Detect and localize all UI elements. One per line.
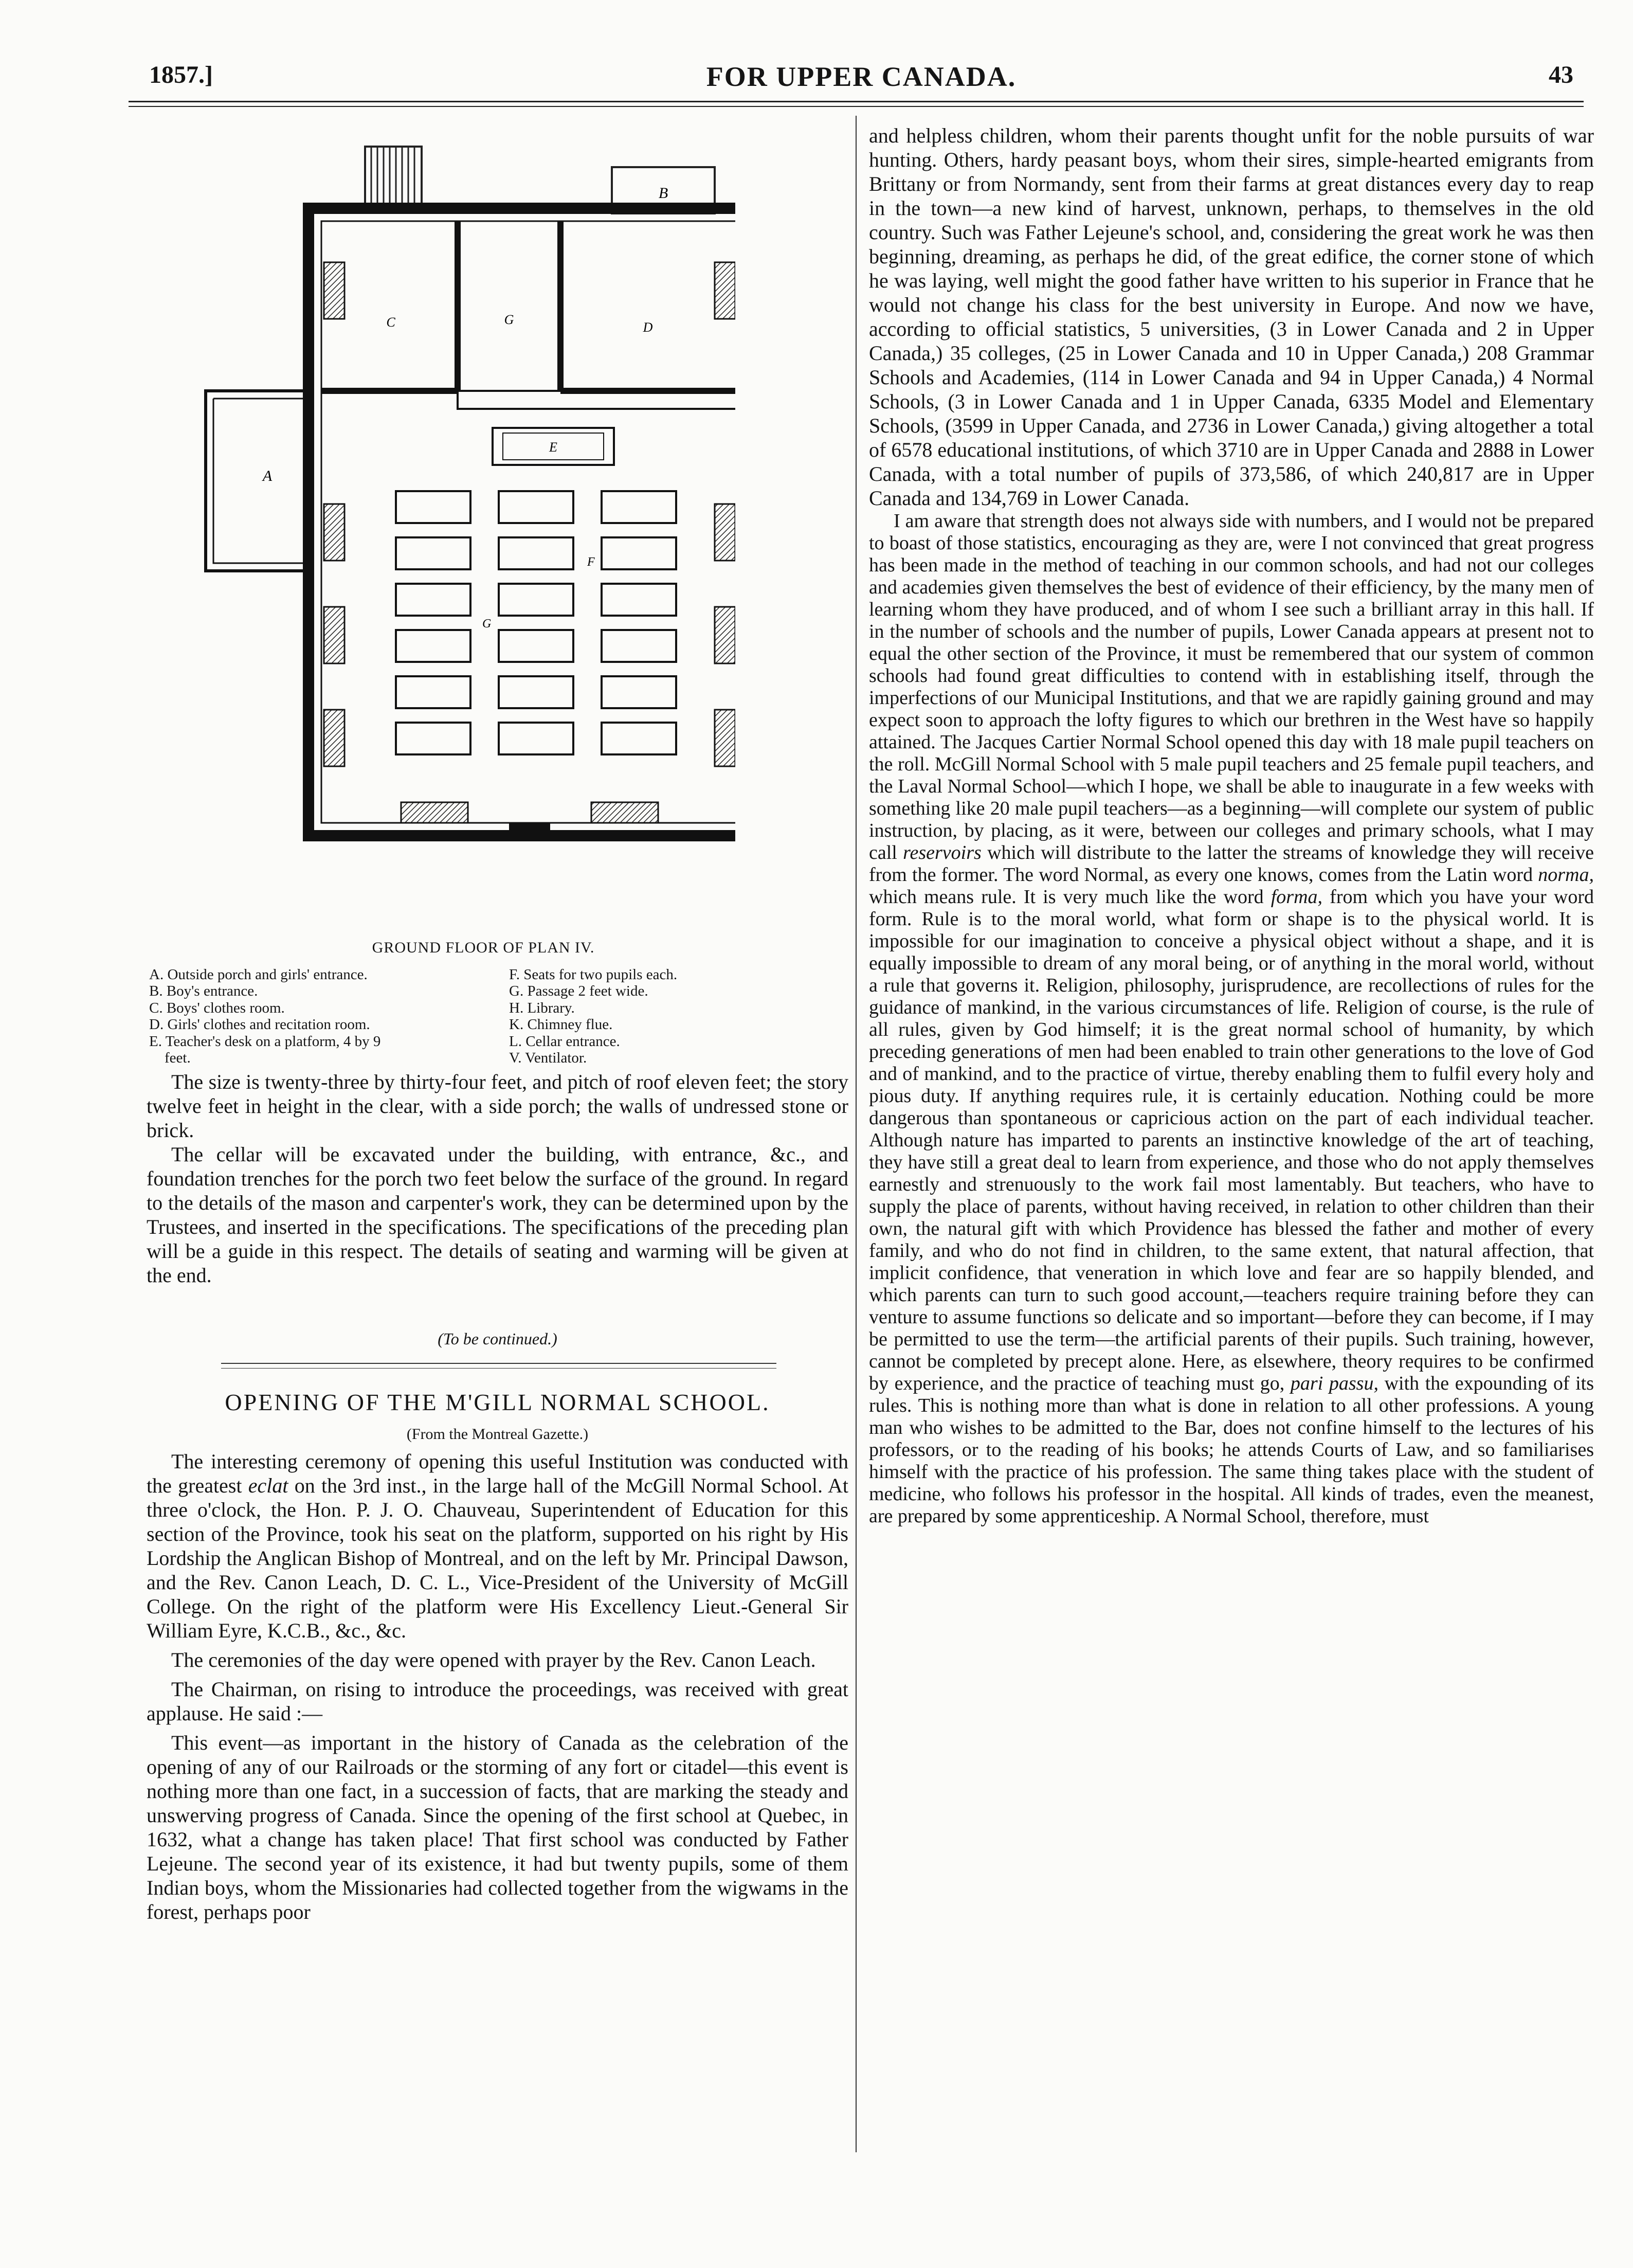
- speech-paragraph: I am aware that strength does not always side with numbers, and I would not be prepared to boast of those statistics, encouraging as they are, were I not convinced that great progress has been made in the method of teaching in our common schools, and had not our colleges and academies given themselves the best of evidence of their efficiency, by the many men of learning whom they have produced, and of whom I see such a brilliant array in this hall. If in the number of schools and the number of pupils, Lower Canada appears at present not to equal the other section of the Province, it must be remembered that our system of common schools had found great difficulties to contend with in establishing itself, through the imperfections of our Municipal Institutions, and that we are rapidly gaining ground and may expect soon to approach the lofty figures to which our brethren in the West have so happily attained. The Jacques Cartier Normal School opened this day with 18 male pupil teachers on the roll. McGill Normal School with 5 male pupil teachers and 25 female pupil teachers, and the Laval Normal School—which I hope, we shall be able to inaugurate in a few weeks with something like 20 male pupil teachers—as a beginning—will complete our system of public instruction, by placing, as it were, between our colleges and primary schools, what I may call reservoirs which will distribute to the latter the streams of knowledge they will receive from the former. The word Normal, as every one knows, comes from the Latin word norma, which means rule. It is very much like the word forma, from which you have your word form. Rule is to the moral world, what form or shape is to the physical world. It is impossible for our imagination to conceive a physical object without a shape, and it is equally impossible to dream of any moral being, or of anything in the moral world, without a rule that governs it. Religion, philosophy, jurisprudence, are recollections of rules for the guidance of mankind, in the various circumstances of life. Religion of course, is the rule of all rules, given by God himself; it is the great normal school of humanity, by which preceding generations of men had been enabled to train other generations to the love of God and of mankind, and to the practice of virtue, thereby enabling them to fulfil every holy and pious duty. If anything requires rule, it is certainly education. Nothing could be more dangerous than spontaneous or capricious action on the part of each individual teacher. Although nature has imparted to parents an instinctive knowledge of the art of teaching, they have still a great deal to learn from experience, and those who do not apply themselves earnestly and strenuously to the work fail most lamentably. But teachers, who have to supply the place of parents, without having received, in relation to other children than their own, the natural gift with which Providence has blessed the father and mother of every family, and who do not find in children, to the same extent, that natural affection, that implicit confidence, that veneration in which love and fear are so happily blended, and which parents can turn to such good account,—teachers require training before they can venture to assume functions so delicate and so important—before they can become, if I may be permitted to use the term—the artificial parents of their pupils. Such training, however, cannot be completed by precept alone. Here, as elsewhere, theory requires to be confirmed by experience, and the practice of teaching must go, pari passu, with the expounding of its rules. This is nothing more than what is done in relation to all other professions. A young man who wishes to be admitted to the Bar, does not confine himself to the lectures of his professors, or to the reading of his books; he attends Courts of Law, and so familiarises himself with the practice of his profession. The same thing takes place with the student of medicine, who follows his professor in the hospital. All kinds of trades, even the meanest, are prepared by some apprenticeship. A Normal School, therefore, must: [869, 510, 1594, 1527]
- article-title: OPENING OF THE M'GILL NORMAL SCHOOL.: [225, 1389, 770, 1415]
- plan-caption: GROUND FLOOR OF PLAN IV.: [372, 939, 595, 956]
- legend-item: C. Boys' clothes room.: [149, 999, 285, 1016]
- plan-description: [147, 1070, 848, 1287]
- passage-label: G: [482, 617, 492, 631]
- floor-plan-drawing: [170, 144, 735, 936]
- legend-item: V. Ventilator.: [509, 1050, 587, 1067]
- header-year: 1857.]: [149, 61, 213, 88]
- running-title: FOR UPPER CANADA.: [706, 61, 1017, 92]
- speech-paragraph: and helpless children, whom their parents thought unfit for the noble pursuits of war hunting. Others, hardy peasant boys, whom their sires, simple-hearted emigrants from Brittany or from Normandy, sent from their farms at great distances every day to reap in the town—a new kind of harvest, unknown, perhaps, to themselves in the old country. Such was Father Lejeune's school, and, considering the great work he was then beginning, dreaming, as perhaps he did, of the great edifice, the corner stone of which he was laying, well might the good father have written to his superior in France that he would not change his class for the best university in Europe. And now we have, according to official statistics, 5 universities, (3 in Lower Canada and 2 in Upper Canada,) 35 colleges, (25 in Lower Canada and 10 in Upper Canada,) 208 Grammar Schools and Academies, (114 in Lower Canada and 94 in Upper Canada,) 4 Normal Schools, (3 in Lower Canada and 1 in Upper Canada, 6335 Model and Elementary Schools, (3599 in Upper Canada, and 2736 in Lower Canada,) giving altogether a total of 6578 educational institutions, of which 3710 are in Upper Canada and 2888 in Lower Canada, with a total number of pupils of 373,586, of which 240,817 are in Upper Canada and 134,769 in Lower Canada.: [869, 124, 1594, 510]
- legend-item: A. Outside porch and girls' entrance.: [149, 966, 368, 983]
- legend-item: G. Passage 2 feet wide.: [509, 983, 648, 1000]
- right-column: [869, 123, 1594, 1527]
- side-porch: [206, 391, 309, 571]
- legend-item: D. Girls' clothes and recitation room.: [149, 1016, 370, 1033]
- room-c-label: C: [386, 315, 395, 330]
- section-rule-thin: [221, 1368, 776, 1369]
- room-d-label: D: [643, 320, 653, 335]
- porch-label: B: [658, 185, 668, 202]
- legend-item: feet.: [165, 1050, 191, 1067]
- legend-item: B. Boy's entrance.: [149, 983, 258, 1000]
- plan-paragraph: The size is twenty-three by thirty-four feet, and pitch of roof eleven feet; the story twelve feet in height in the clear, with a side porch; the walls of undressed stone or brick.: [147, 1070, 848, 1142]
- legend-left-column: [149, 967, 478, 1067]
- page-number: 43: [1549, 61, 1573, 88]
- desk-e-label: E: [549, 440, 557, 455]
- column-divider: [856, 116, 857, 2152]
- floor-plan: [170, 144, 735, 936]
- article-source: (From the Montreal Gazette.): [406, 1426, 589, 1443]
- seats: [396, 491, 676, 754]
- plan-paragraph: The cellar will be excavated under the building, with entrance, &c., and foundation trenches for the porch two feet below the surface of the ground. In regard to the details of the mason and carpenter's work, they can be determined upon by the Trustees, and inserted in the specifications. The specifications of the preceding plan will be a guide in this respect. The details of seating and warming will be given at the end.: [147, 1143, 848, 1287]
- legend-item: F. Seats for two pupils each.: [509, 966, 678, 983]
- steps: [365, 147, 422, 206]
- article-paragraph: The interesting ceremony of opening this useful Institution was conducted with the greatest eclat on the 3rd inst., in the large hall of the McGill Normal School. At three o'clock, the Hon. P. J. O. Chauveau, Superintendent of Education for this section of the Province, took his seat on the platform, supported on his right by His Lordship the Anglican Bishop of Montreal, and on the left by Mr. Principal Dawson, and the Rev. Canon Leach, D. C. L., Vice-President of the University of McGill College. On the right of the platform were His Excellency Lieut.-General Sir William Eyre, K.C.B., &c., &c.: [147, 1450, 848, 1642]
- legend-item: L. Cellar entrance.: [509, 1033, 620, 1050]
- seat-f-label: F: [587, 555, 595, 569]
- article-body: [147, 1449, 848, 1929]
- page-header: [149, 61, 1573, 102]
- legend-right-column: [509, 967, 848, 1067]
- section-rule: [221, 1363, 776, 1364]
- article-paragraph: This event—as important in the history of Canada as the celebration of the opening of any of our Railroads or the storming of any fort or citadel—this event is nothing more than one fact, in a succession of facts, that are marking the steady and unswerving progress of Canada. Since the opening of the first school at Quebec, in 1632, what a change has taken place! That first school was conducted by Father Lejeune. The second year of its existence, it had but twenty pupils, some of them Indian boys, whom the Missionaries had collected together from the wigwams in the forest, perhaps poor: [147, 1731, 848, 1923]
- article-paragraph: The Chairman, on rising to introduce the proceedings, was received with great applause. He said :—: [147, 1678, 848, 1725]
- header-rule: [129, 101, 1584, 102]
- legend-item: K. Chimney flue.: [509, 1016, 613, 1033]
- legend-item: E. Teacher's desk on a platform, 4 by 9: [149, 1033, 381, 1050]
- cellar-entrance: [509, 823, 550, 838]
- header-rule-thin: [129, 106, 1584, 107]
- side-porch-label: A: [262, 467, 273, 484]
- legend-item: H. Library.: [509, 999, 575, 1016]
- article-paragraph: The ceremonies of the day were opened with prayer by the Rev. Canon Leach.: [171, 1648, 816, 1671]
- passage-g-label: G: [504, 312, 514, 327]
- to-be-continued: (To be continued.): [438, 1329, 557, 1348]
